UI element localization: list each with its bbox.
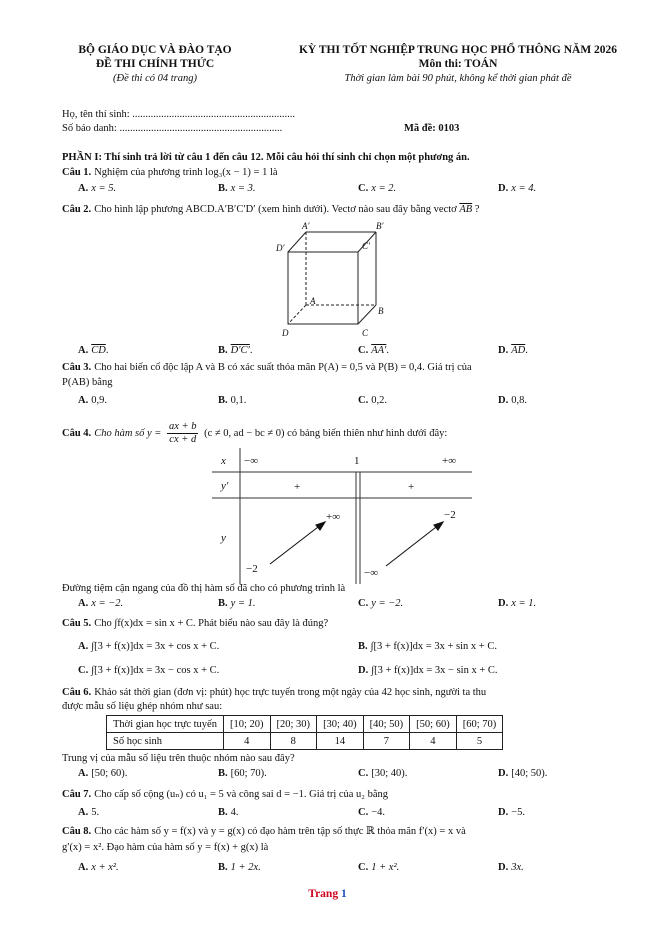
y-bottom-2: −∞	[364, 567, 379, 579]
exam-code: Mã đề: 0103	[404, 123, 460, 134]
vertex-d: D	[282, 328, 289, 338]
table-cell: Số học sinh	[107, 733, 224, 750]
question-label: Câu 1.	[62, 167, 92, 178]
question-3-cont: P(AB) bằng	[62, 377, 113, 388]
q2-option-c: C. AA′.	[358, 345, 389, 356]
q7-option-c: C. −4.	[358, 807, 386, 818]
q4-option-b: B. y = 1.	[218, 598, 256, 609]
question-3: Câu 3. Cho hai biến cố độc lập A và B có xác suất thỏa mãn P(A) = 0,5 và P(B) = 0,4. Giá trị của	[62, 362, 472, 373]
question-4: Câu 4. Cho hàm số y = $\frac{ax + b}{cx + d}$ (c ≠ 0, ad − bc ≠ 0) có bảng biến thiên như hình dưới đây:	[62, 421, 448, 445]
question-text: Nghiệm của phương trình log₃(x − 1) = 1 là	[94, 167, 278, 178]
y-bottom-1: −2	[246, 563, 258, 575]
vertex-a1: A′	[302, 221, 310, 231]
question-2: Câu 2. Cho hình lập phương ABCD.A′B′C′D′ (xem hình dưới). Vectơ nào sau đây bằng vectơ $\overline{AB}$ ?	[62, 204, 480, 215]
page-footer	[0, 888, 655, 900]
q4-option-d: D. x = 1.	[498, 598, 537, 609]
q8-option-a: A. x + x².	[78, 862, 119, 873]
q2-option-d: D. $\overline{AD}$.	[498, 345, 528, 356]
exam-title: KỲ THI TỐT NGHIỆP TRUNG HỌC PHỔ THÔNG NĂM 2026	[298, 44, 618, 56]
table-cell: 4	[223, 733, 270, 750]
q7-option-a: A. 5.	[78, 807, 100, 818]
y-top-1: +∞	[326, 511, 341, 523]
q5-option-d: D. ∫[3 + f(x)]dx = 3x − sin x + C.	[358, 665, 498, 676]
q5-option-c: C. ∫[3 + f(x)]dx = 3x − cos x + C.	[78, 665, 220, 676]
subject-label: Môn thi: TOÁN	[418, 58, 498, 70]
x-plus-inf: +∞	[442, 455, 457, 467]
yp-sign-2: +	[408, 481, 415, 493]
table-cell: [20; 30)	[270, 716, 317, 733]
q6-option-b: B. [60; 70).	[218, 768, 267, 779]
page-count-note: (Đề thi có 04 trang)	[113, 73, 197, 84]
footer-word: Trang	[308, 888, 339, 900]
vertex-b1: B′	[376, 221, 384, 231]
q1-option-a: A. x = 5.	[78, 183, 117, 194]
yp-sign-1: +	[294, 481, 301, 493]
row-x-label: x	[221, 455, 226, 467]
row-y-label: y	[221, 532, 226, 544]
question-6: Câu 6. Khảo sát thời gian (đơn vị: phút) học trực tuyến trong một ngày của 42 học sinh, người ta thu	[62, 687, 487, 698]
q4-option-a: A. x = −2.	[78, 598, 124, 609]
y-top-2: −2	[444, 509, 456, 521]
table-cell: 7	[363, 733, 410, 750]
q5-option-b: B. ∫[3 + f(x)]dx = 3x + sin x + C.	[358, 641, 497, 652]
table-cell: [60; 70)	[456, 716, 503, 733]
question-6-cont: được mẫu số liệu ghép nhóm như sau:	[62, 701, 223, 712]
q3-option-a: A. 0,9.	[78, 395, 107, 406]
table-cell: 5	[456, 733, 503, 750]
question-6-question: Trung vị của mẫu số liệu trên thuộc nhóm nào sau đây?	[62, 753, 295, 764]
fraction: $\frac{ax + b}{cx + d}$	[168, 421, 197, 445]
question-8: Câu 8. Cho các hàm số y = f(x) và y = g(x) có đạo hàm trên tập số thực ℝ thỏa mãn f′(x) = x và	[62, 826, 466, 837]
row-yp-label: y′	[221, 480, 229, 492]
q3-option-b: B. 0,1.	[218, 395, 247, 406]
official-exam-label: ĐỀ THI CHÍNH THỨC	[95, 58, 215, 70]
q1-option-c: C. x = 2.	[358, 183, 397, 194]
q6-option-c: C. [30; 40).	[358, 768, 408, 779]
table-cell: Thời gian học trực tuyến	[107, 716, 224, 733]
table-header-row	[107, 716, 503, 733]
variation-table	[212, 448, 472, 584]
question-8-cont: g′(x) = x². Đạo hàm của hàm số y = f(x) + g(x) là	[62, 842, 269, 853]
q6-option-d: D. [40; 50).	[498, 768, 548, 779]
time-limit-note: Thời gian làm bài 90 phút, không kể thời gian phát đề	[344, 73, 572, 84]
q1-option-b: B. x = 3.	[218, 183, 256, 194]
table-cell: 14	[317, 733, 364, 750]
vertex-c: C	[362, 328, 369, 338]
x-minus-inf: −∞	[244, 455, 259, 467]
question-1	[62, 167, 632, 178]
table-cell: [30; 40)	[317, 716, 364, 733]
q8-option-b: B. 1 + 2x.	[218, 862, 261, 873]
question-4-cont: Đường tiệm cận ngang của đồ thị hàm số đã cho có phương trình là	[62, 583, 346, 594]
q4-option-c: C. y = −2.	[358, 598, 404, 609]
q8-option-d: D. 3x.	[498, 862, 524, 873]
q3-option-d: D. 0,8.	[498, 395, 527, 406]
question-7: Câu 7. Cho cấp số cộng (uₙ) có u₁ = 5 và công sai d = −1. Giá trị của u₂ bằng	[62, 789, 388, 800]
vector-ab: $\overline{AB}$	[459, 204, 473, 215]
q8-option-c: C. 1 + x².	[358, 862, 400, 873]
table-cell: [40; 50)	[363, 716, 410, 733]
q1-option-d: D. x = 4.	[498, 183, 537, 194]
table-cell: [10; 20)	[223, 716, 270, 733]
vertex-d1: D′	[276, 243, 285, 253]
table-cell: 4	[410, 733, 457, 750]
ministry-name: BỘ GIÁO DỤC VÀ ĐÀO TẠO	[78, 44, 232, 56]
cube-figure	[270, 220, 420, 345]
q7-option-d: D. −5.	[498, 807, 526, 818]
part-1-heading: PHẦN I: Thí sinh trả lời từ câu 1 đến câu 12. Mỗi câu hỏi thí sinh chỉ chọn một phương án.	[62, 152, 470, 163]
vertex-b: B	[378, 306, 384, 316]
q6-option-a: A. [50; 60).	[78, 768, 128, 779]
q2-option-a: A. $\overline{CD}$.	[78, 345, 109, 356]
table-row	[107, 733, 503, 750]
table-cell: 8	[270, 733, 317, 750]
frequency-table	[106, 715, 503, 750]
candidate-id-field: Số báo danh: ..............................................................	[62, 123, 283, 134]
vertex-c1: C′	[362, 241, 370, 251]
q2-option-b: B. D′C′.	[218, 345, 253, 356]
q5-option-a: A. ∫[3 + f(x)]dx = 3x + cos x + C.	[78, 641, 220, 652]
q3-option-c: C. 0,2.	[358, 395, 387, 406]
candidate-name-field: Họ, tên thí sinh: ..............................................................	[62, 109, 296, 120]
question-5: Câu 5. Cho ∫f(x)dx = sin x + C. Phát biểu nào sau đây là đúng?	[62, 618, 329, 629]
x-one: 1	[354, 455, 360, 467]
table-cell: [50; 60)	[410, 716, 457, 733]
q7-option-b: B. 4.	[218, 807, 239, 818]
vertex-a: A	[310, 296, 316, 306]
footer-page-number: 1	[340, 888, 347, 900]
